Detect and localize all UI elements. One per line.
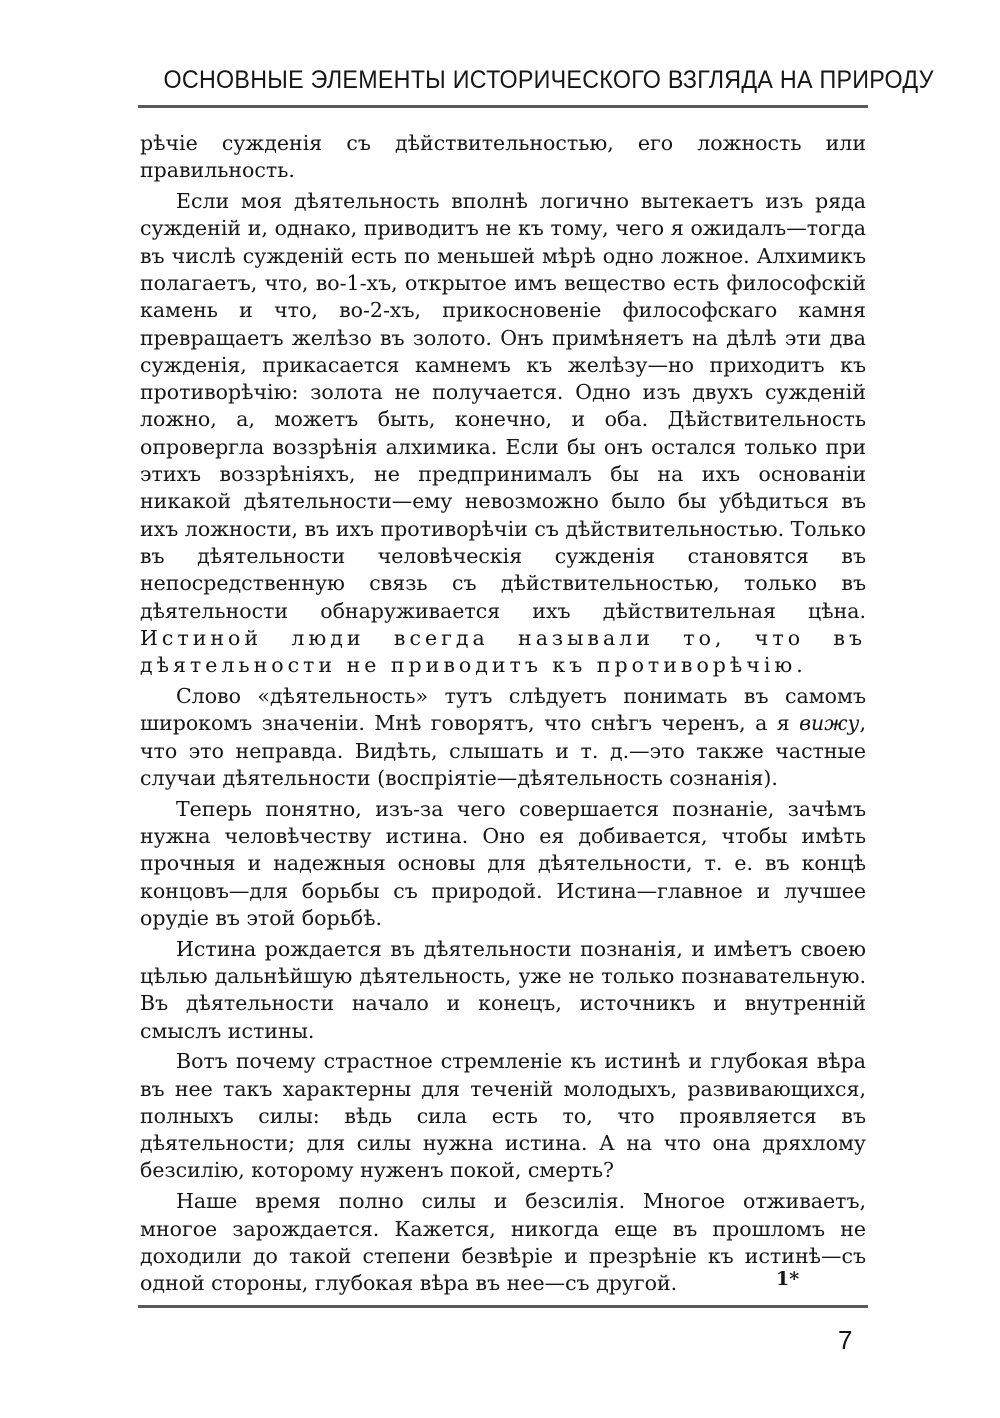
running-head-title: ОСНОВНЫЕ ЭЛЕМЕНТЫ ИСТОРИЧЕСКОГО ВЗГЛЯДА НА ПРИРОДУ xyxy=(163,66,934,94)
paragraph-3-text-after: , что это неправда. Видѣть, слышать и т. д.—это также частные случаи дѣятельности (воспріятіе—дѣятельность сознанія). xyxy=(140,711,866,790)
body-text xyxy=(140,130,866,1301)
paragraph-2-text: Если моя дѣятельность вполнѣ логично вытекаетъ изъ ряда сужденій и, однако, приводитъ не къ тому, чего я ожидалъ—тогда въ числѣ сужденій есть по меньшей мѣрѣ одно ложное. Алхимикъ полагаетъ, что, во-1-хъ, открытое имъ вещество есть философскій камень и что, во-2-хъ, прикосновеніе философскаго камня превращаетъ желѣзо въ золото. Онъ примѣняетъ на дѣлѣ эти два сужденія, прикасается камнемъ къ желѣзу—но приходитъ къ противорѣчію: золота не получается. Одно изъ двухъ сужденій ложно, а, можетъ быть, конечно, и оба. Дѣйствительность опровергла воззрѣнія алхимика. Если бы онъ остался только при этихъ воззрѣніяхъ, не предпринималъ бы на ихъ основаніи никакой дѣятельности—ему невозможно было бы убѣдиться въ ихъ ложности, въ ихъ противорѣчіи съ дѣйствительностью. Только въ дѣятельности человѣческія сужденія становятся въ непосредственную связь съ дѣйствительностью, только въ дѣятельности обнаруживается ихъ дѣйствительная цѣна. xyxy=(140,189,866,623)
printer-signature-mark: 1* xyxy=(776,1268,800,1290)
paragraph-2 xyxy=(140,188,866,679)
paragraph-3 xyxy=(140,683,866,792)
paragraph-1: рѣчіе сужденія съ дѣйствительностью, его ложность или правильность. xyxy=(140,131,866,183)
paragraph-7: Наше время полно силы и безсилія. Многое отживаетъ, многое зарождается. Кажется, никогда еще въ прошломъ не доходили до такой степени безвѣріе и презрѣніе къ истинѣ—съ одной стороны, глубокая вѣра въ нее—съ другой. xyxy=(140,1189,866,1296)
paragraph-4: Теперь понятно, изъ-за чего совершается познаніе, зачѣмъ нужна человѣчеству истина. Оно ея добивается, чтобы имѣть прочныя и надежныя основы для дѣятельности, т. е. въ концѣ концовъ—для борьбы съ природой. Истина—главное и лучшее орудіе въ этой борьбѣ. xyxy=(140,796,866,930)
paragraph-5: Истина рождается въ дѣятельности познанія, и имѣетъ своею цѣлью дальнѣйшую дѣятельность, уже не только познавательную. Въ дѣятельности начало и конецъ, источникъ и внутренній смыслъ истины. xyxy=(140,936,866,1043)
page-number: 7 xyxy=(838,1325,853,1355)
truth-definition-spaced: Истиной люди всегда называли то, что въ дѣятельности не приводитъ къ противорѣчію. xyxy=(140,625,866,678)
paragraph-6: Вотъ почему страстное стремленіе къ истинѣ и глубокая вѣра въ нее такъ характерны для теченій молодыхъ, развивающихся, полныхъ силы: вѣдь сила есть то, что проявляется въ дѣятельности; для силы нужна истина. А на что она дряхлому безсилію, которому нуженъ покой, смерть? xyxy=(140,1049,866,1183)
emphasis-vizhu: вижу xyxy=(799,711,860,736)
footer-rule xyxy=(138,1305,868,1308)
header-rule xyxy=(138,105,868,108)
paragraph-3-text-before: Слово «дѣятельность» тутъ слѣдуетъ понимать въ самомъ широкомъ значеніи. Мнѣ говорятъ, что снѣгъ черенъ, а я xyxy=(140,683,866,736)
